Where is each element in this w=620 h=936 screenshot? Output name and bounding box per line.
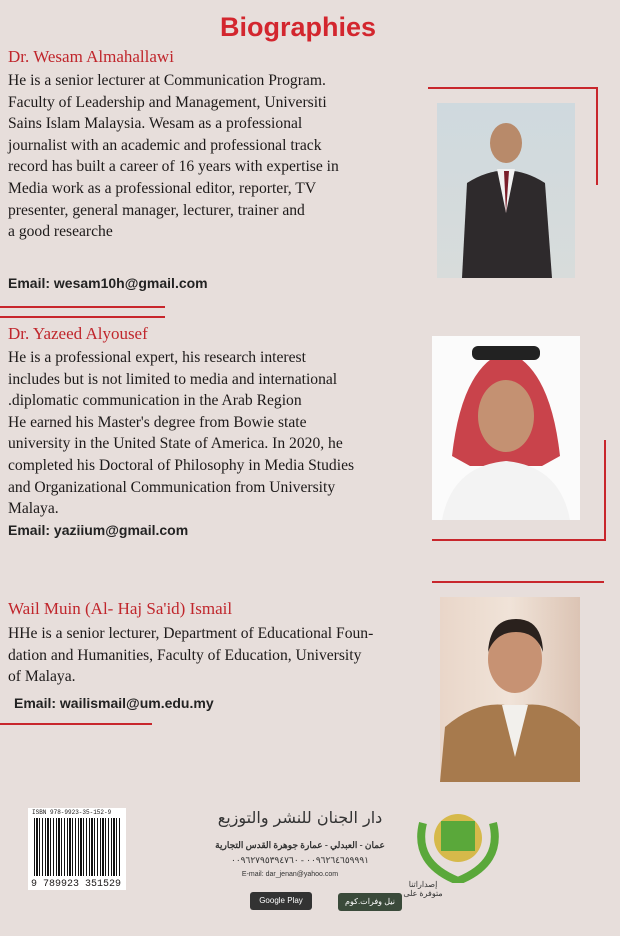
publisher-address: عمان - العبدلي - عمارة جوهرة القدس التجارية xyxy=(215,840,385,850)
divider xyxy=(432,581,604,583)
bio-line: dation and Humanities, Faculty of Education, University xyxy=(8,646,362,664)
bio-line: presenter, general manager, lecturer, trainer and xyxy=(8,201,305,219)
divider xyxy=(596,87,598,185)
divider xyxy=(0,306,165,308)
bio-email: Email: wesam10h@gmail.com xyxy=(8,275,208,291)
barcode-bars xyxy=(34,818,120,876)
divider xyxy=(432,539,606,541)
divider xyxy=(428,87,598,89)
publisher-logo xyxy=(413,803,503,883)
bio-line: university in the United State of America. In 2020, he xyxy=(8,435,343,453)
bio-name: Dr. Yazeed Alyousef xyxy=(8,324,148,343)
bio-line: of Malaya. xyxy=(8,668,76,686)
publisher-name: دار الجنان للنشر والتوزيع xyxy=(217,808,383,827)
bio-line: a good researche xyxy=(8,223,113,241)
store-badge[interactable]: نيل وفرات.كوم xyxy=(338,893,402,911)
publisher-phones: ٠٠٩٦٢٦٤٦٥٩٩٩١ - ٠٠٩٦٢٧٩٥٣٩٤٧٦٠ xyxy=(230,855,370,865)
bio-name: Wail Muin (Al- Haj Sa'id) Ismail xyxy=(8,599,233,618)
bio-line: Malaya. xyxy=(8,500,59,518)
isbn-barcode xyxy=(28,808,126,890)
bio-email: Email: yaziium@gmail.com xyxy=(8,522,189,538)
isbn-text: ISBN 978-9923-35-152-9 xyxy=(32,809,112,816)
bio-text xyxy=(8,623,410,688)
page-title: Biographies xyxy=(219,12,377,42)
portrait-photo xyxy=(440,597,580,782)
bio-line: HHe is a senior lecturer, Department of Educational Foun- xyxy=(8,625,374,642)
portrait-photo xyxy=(432,336,580,520)
bio-name: Dr. Wesam Almahallawi xyxy=(8,47,174,66)
bio-line: Media work as a professional editor, reporter, TV xyxy=(8,179,317,197)
bio-line: He is a senior lecturer at Communication Program. xyxy=(8,72,326,89)
bio-line: completed his Doctoral of Philosophy in Media Studies xyxy=(8,456,355,474)
bio-line: .diplomatic communication in the Arab Region xyxy=(8,392,302,410)
divider xyxy=(0,723,152,725)
bio-line: He is a professional expert, his research interest xyxy=(8,349,306,366)
bio-text xyxy=(8,347,398,520)
bio-line: Sains Islam Malaysia. Wesam as a professional xyxy=(8,115,303,133)
bio-line: record has built a career of 16 years with expertise in xyxy=(8,158,339,176)
bio-line: He earned his Master's degree from Bowie state xyxy=(8,413,307,431)
bio-email: Email: wailismail@um.edu.my xyxy=(14,695,214,711)
available-on-text: إصداراتنا متوفرة على xyxy=(403,880,443,898)
portrait-photo xyxy=(437,103,575,278)
ean-number: 9 789923 351529 xyxy=(31,879,122,890)
bio-text xyxy=(8,70,406,243)
bio-line: Faculty of Leadership and Management, Universiti xyxy=(8,93,327,111)
bio-line: journalist with an academic and professional track xyxy=(8,136,322,154)
bio-line: includes but is not limited to media and international xyxy=(8,370,338,388)
bio-line: and Organizational Communication from University xyxy=(8,478,336,496)
publisher-email: E-mail: dar_jenan@yahoo.com xyxy=(241,871,339,878)
divider xyxy=(0,316,165,318)
divider xyxy=(604,440,606,541)
google-play-badge[interactable]: Google Play xyxy=(250,892,312,910)
